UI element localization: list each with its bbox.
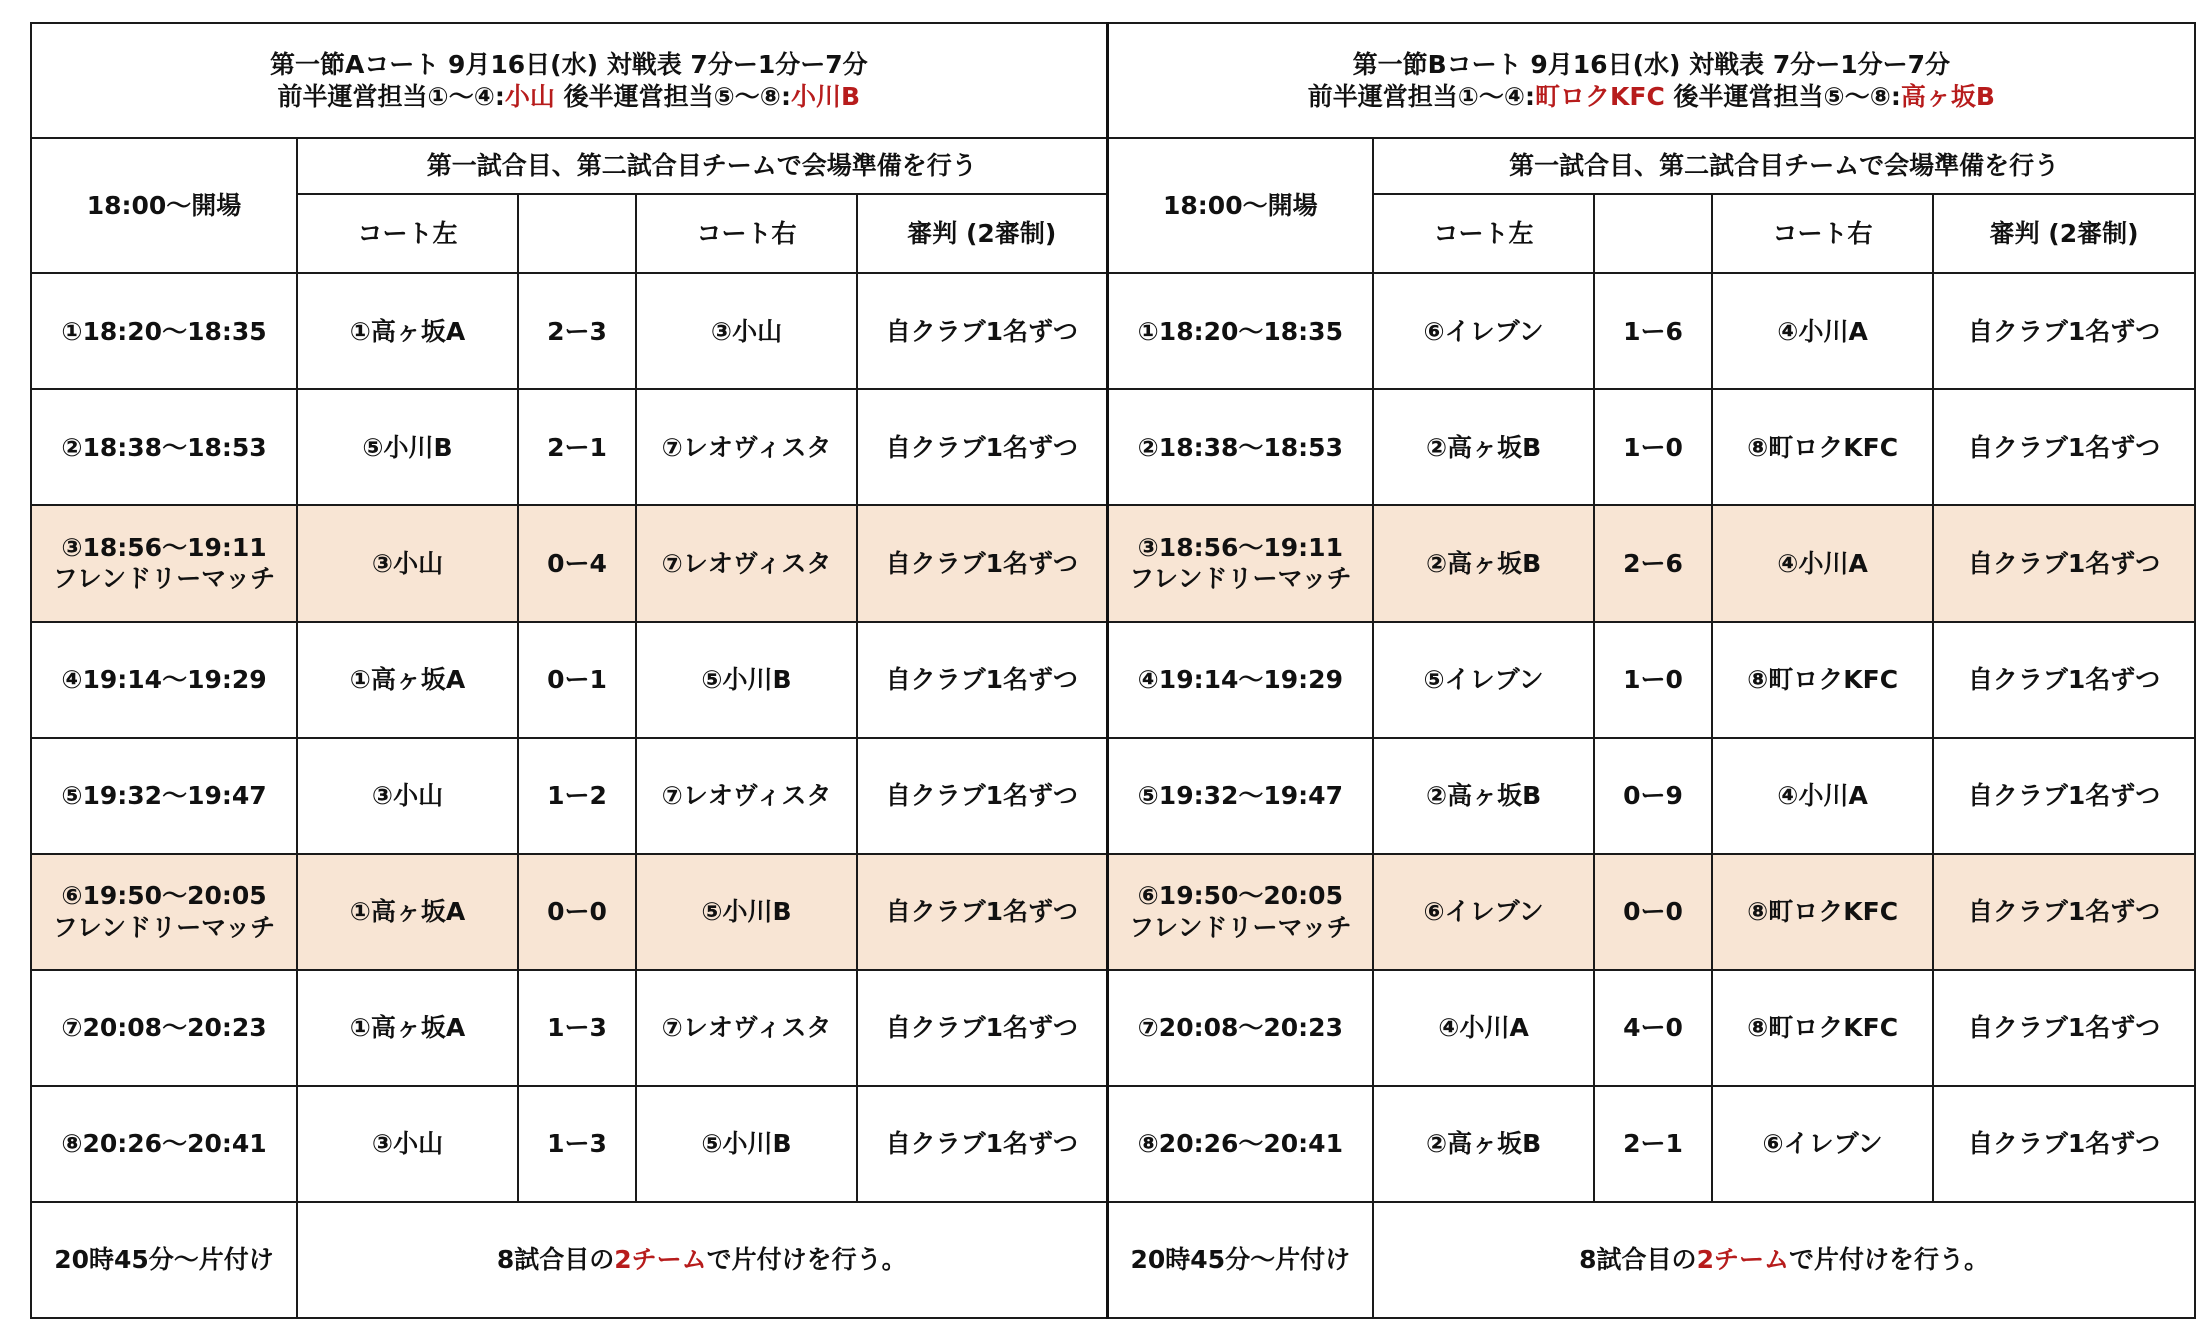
court-b-match-referee: 自クラブ1名ずつ: [1933, 738, 2195, 854]
court-b-match-type: フレンドリーマッチ: [1129, 564, 1352, 594]
court-a-match-time: ④19:14～19:29: [61, 664, 267, 694]
court-a-match-time-cell: [31, 970, 297, 1086]
court-a-match-time-cell: [31, 505, 297, 621]
court-a-match-referee: 自クラブ1名ずつ: [857, 1086, 1107, 1202]
court-a-match-referee: 自クラブ1名ずつ: [857, 622, 1107, 738]
court-b-match-referee: 自クラブ1名ずつ: [1933, 1086, 2195, 1202]
court-a-match-time: ⑧20:26～20:41: [61, 1129, 267, 1159]
court-a-match-referee: 自クラブ1名ずつ: [857, 854, 1107, 970]
court-b-match-right: ④小川A: [1712, 505, 1933, 621]
court-a-match-right: ③小山: [636, 273, 857, 389]
court-a-cleanup-prefix: 8試合目の: [496, 1245, 615, 1275]
court-a-match-right: ⑦レオヴィスタ: [636, 389, 857, 505]
court-a-match-time-cell: [31, 273, 297, 389]
court-b-title-line1: 第一節Bコート 9月16日(水) 対戦表 7分ー1分ー7分: [1352, 50, 1951, 80]
court-b-match-left: ②高ヶ坂B: [1373, 1086, 1594, 1202]
court-a-match-score: 2ー1: [518, 389, 636, 505]
match-row: [31, 389, 2195, 505]
court-a-match-left: ①高ヶ坂A: [297, 273, 518, 389]
court-a-title-line2: [36, 81, 1102, 112]
court-b-match-referee: 自クラブ1名ずつ: [1933, 389, 2195, 505]
court-a-second-half-label: 後半運営担当⑤～⑧:: [554, 81, 791, 111]
match-schedule-table: [30, 22, 2196, 1319]
court-b-title-line2: [1113, 81, 2191, 112]
court-b-match-time-cell: [1107, 505, 1373, 621]
court-a-match-time-cell: [31, 1086, 297, 1202]
court-b-header-left: コート左: [1373, 194, 1594, 274]
court-a-match-time: ⑥19:50～20:05: [61, 881, 267, 911]
court-b-header-right: コート右: [1712, 194, 1933, 274]
court-b-cleanup-time: 20時45分～片付け: [1107, 1202, 1373, 1318]
court-a-match-time: ⑦20:08～20:23: [61, 1013, 267, 1043]
court-a-match-left: ①高ヶ坂A: [297, 970, 518, 1086]
court-a-match-referee: 自クラブ1名ずつ: [857, 273, 1107, 389]
court-a-first-half-staff: 小山: [504, 81, 555, 111]
court-b-match-score: 1ー6: [1594, 273, 1712, 389]
court-a-opening: 18:00～開場: [31, 138, 297, 273]
court-b-match-referee: 自クラブ1名ずつ: [1933, 505, 2195, 621]
court-a-match-referee: 自クラブ1名ずつ: [857, 389, 1107, 505]
court-b-match-right: ⑧町ロクKFC: [1712, 389, 1933, 505]
court-a-cleanup-highlight: 2チーム: [614, 1245, 707, 1275]
court-b-match-score: 0ー0: [1594, 854, 1712, 970]
court-a-header-right: コート右: [636, 194, 857, 274]
court-b-match-right: ⑥イレブン: [1712, 1086, 1933, 1202]
court-b-match-left: ⑥イレブン: [1373, 273, 1594, 389]
court-b-match-left: ⑤イレブン: [1373, 622, 1594, 738]
court-a-match-right: ⑤小川B: [636, 622, 857, 738]
match-row: [31, 854, 2195, 970]
court-b-match-time: ⑧20:26～20:41: [1137, 1129, 1343, 1159]
court-a-match-referee: 自クラブ1名ずつ: [857, 505, 1107, 621]
court-a-match-time: ⑤19:32～19:47: [61, 780, 267, 810]
court-b-match-time-cell: [1107, 273, 1373, 389]
court-a-match-referee: 自クラブ1名ずつ: [857, 970, 1107, 1086]
court-b-match-right: ④小川A: [1712, 273, 1933, 389]
court-a-match-left: ③小山: [297, 738, 518, 854]
court-b-match-left: ②高ヶ坂B: [1373, 505, 1594, 621]
court-a-match-score: 0ー0: [518, 854, 636, 970]
court-b-match-time: ⑤19:32～19:47: [1137, 780, 1343, 810]
court-a-match-time-cell: [31, 622, 297, 738]
court-b-match-right: ⑧町ロクKFC: [1712, 622, 1933, 738]
match-row: [31, 622, 2195, 738]
court-a-first-half-label: 前半運営担当①～④:: [277, 81, 505, 111]
court-a-match-time-cell: [31, 389, 297, 505]
court-b-match-referee: 自クラブ1名ずつ: [1933, 622, 2195, 738]
court-a-match-time: ①18:20～18:35: [61, 316, 267, 346]
court-b-second-half-staff: 高ヶ坂B: [1900, 81, 1995, 111]
court-a-match-time-cell: [31, 854, 297, 970]
court-b-match-referee: 自クラブ1名ずつ: [1933, 273, 2195, 389]
court-b-match-score: 1ー0: [1594, 622, 1712, 738]
court-a-match-score: 1ー3: [518, 1086, 636, 1202]
court-b-match-time: ④19:14～19:29: [1137, 664, 1343, 694]
court-a-match-left: ①高ヶ坂A: [297, 854, 518, 970]
court-b-match-score: 0ー9: [1594, 738, 1712, 854]
court-a-title: [31, 23, 1107, 138]
court-b-match-time: ③18:56～19:11: [1137, 533, 1343, 563]
court-b-first-half-staff: 町ロクKFC: [1535, 81, 1665, 111]
court-b-header-referee: 審判 (2審制): [1933, 194, 2195, 274]
court-a-match-score: 2ー3: [518, 273, 636, 389]
court-b-match-referee: 自クラブ1名ずつ: [1933, 854, 2195, 970]
court-b-cleanup-note: [1373, 1202, 2195, 1318]
court-b-first-half-label: 前半運営担当①～④:: [1307, 81, 1536, 111]
court-b-opening: 18:00～開場: [1107, 138, 1373, 273]
court-b-match-left: ④小川A: [1373, 970, 1594, 1086]
court-a-match-right: ⑤小川B: [636, 854, 857, 970]
court-b-cleanup-highlight: 2チーム: [1696, 1245, 1789, 1275]
court-a-match-time: ②18:38～18:53: [61, 432, 267, 462]
court-b-match-time-cell: [1107, 389, 1373, 505]
court-a-cleanup-note: [297, 1202, 1107, 1318]
court-b-match-right: ⑧町ロクKFC: [1712, 854, 1933, 970]
court-b-match-right: ④小川A: [1712, 738, 1933, 854]
court-a-match-left: ③小山: [297, 505, 518, 621]
court-a-match-right: ⑦レオヴィスタ: [636, 738, 857, 854]
court-a-match-type: フレンドリーマッチ: [52, 564, 276, 594]
court-b-match-time-cell: [1107, 622, 1373, 738]
court-b-prep-note: 第一試合目、第二試合目チームで会場準備を行う: [1373, 138, 2195, 194]
court-a-match-score: 1ー2: [518, 738, 636, 854]
court-a-header-referee: 審判 (2審制): [857, 194, 1107, 274]
court-b-match-score: 4ー0: [1594, 970, 1712, 1086]
court-a-match-score: 0ー4: [518, 505, 636, 621]
court-b-match-time: ⑥19:50～20:05: [1137, 881, 1343, 911]
court-b-match-time-cell: [1107, 854, 1373, 970]
court-a-match-left: ⑤小川B: [297, 389, 518, 505]
court-b-match-score: 1ー0: [1594, 389, 1712, 505]
court-a-match-type: フレンドリーマッチ: [52, 912, 276, 942]
court-b-header-score: [1594, 194, 1712, 274]
court-a-header-score: [518, 194, 636, 274]
court-b-match-time-cell: [1107, 1086, 1373, 1202]
match-row: [31, 505, 2195, 621]
court-b-cleanup-prefix: 8試合目の: [1579, 1245, 1697, 1275]
court-b-match-left: ②高ヶ坂B: [1373, 738, 1594, 854]
court-b-match-time: ⑦20:08～20:23: [1137, 1013, 1343, 1043]
court-b-match-time-cell: [1107, 738, 1373, 854]
court-b-cleanup-suffix: で片付けを行う。: [1788, 1245, 1989, 1275]
court-a-match-time-cell: [31, 738, 297, 854]
match-row: [31, 273, 2195, 389]
court-b-match-time: ①18:20～18:35: [1137, 316, 1343, 346]
court-b-title: [1107, 23, 2195, 138]
match-row: [31, 1086, 2195, 1202]
court-a-match-left: ①高ヶ坂A: [297, 622, 518, 738]
court-a-match-right: ⑤小川B: [636, 1086, 857, 1202]
court-a-match-score: 0ー1: [518, 622, 636, 738]
court-a-second-half-staff: 小川B: [790, 81, 861, 111]
court-a-match-left: ③小山: [297, 1086, 518, 1202]
court-a-prep-note: 第一試合目、第二試合目チームで会場準備を行う: [297, 138, 1107, 194]
court-a-match-right: ⑦レオヴィスタ: [636, 970, 857, 1086]
court-a-match-time: ③18:56～19:11: [61, 533, 267, 563]
court-b-match-referee: 自クラブ1名ずつ: [1933, 970, 2195, 1086]
court-b-match-left: ⑥イレブン: [1373, 854, 1594, 970]
court-a-title-line1: 第一節Aコート 9月16日(水) 対戦表 7分ー1分ー7分: [269, 50, 868, 80]
court-b-match-score: 2ー6: [1594, 505, 1712, 621]
court-b-match-score: 2ー1: [1594, 1086, 1712, 1202]
court-b-match-time-cell: [1107, 970, 1373, 1086]
match-row: [31, 738, 2195, 854]
court-b-match-time: ②18:38～18:53: [1137, 432, 1343, 462]
court-a-cleanup-time: 20時45分～片付け: [31, 1202, 297, 1318]
court-a-match-score: 1ー3: [518, 970, 636, 1086]
court-b-match-left: ②高ヶ坂B: [1373, 389, 1594, 505]
court-a-cleanup-suffix: で片付けを行う。: [706, 1245, 907, 1275]
court-a-match-referee: 自クラブ1名ずつ: [857, 738, 1107, 854]
court-b-match-type: フレンドリーマッチ: [1129, 912, 1352, 942]
court-b-match-right: ⑧町ロクKFC: [1712, 970, 1933, 1086]
court-a-header-left: コート左: [297, 194, 518, 274]
court-b-second-half-label: 後半運営担当⑤～⑧:: [1664, 81, 1901, 111]
match-row: [31, 970, 2195, 1086]
court-a-match-right: ⑦レオヴィスタ: [636, 505, 857, 621]
